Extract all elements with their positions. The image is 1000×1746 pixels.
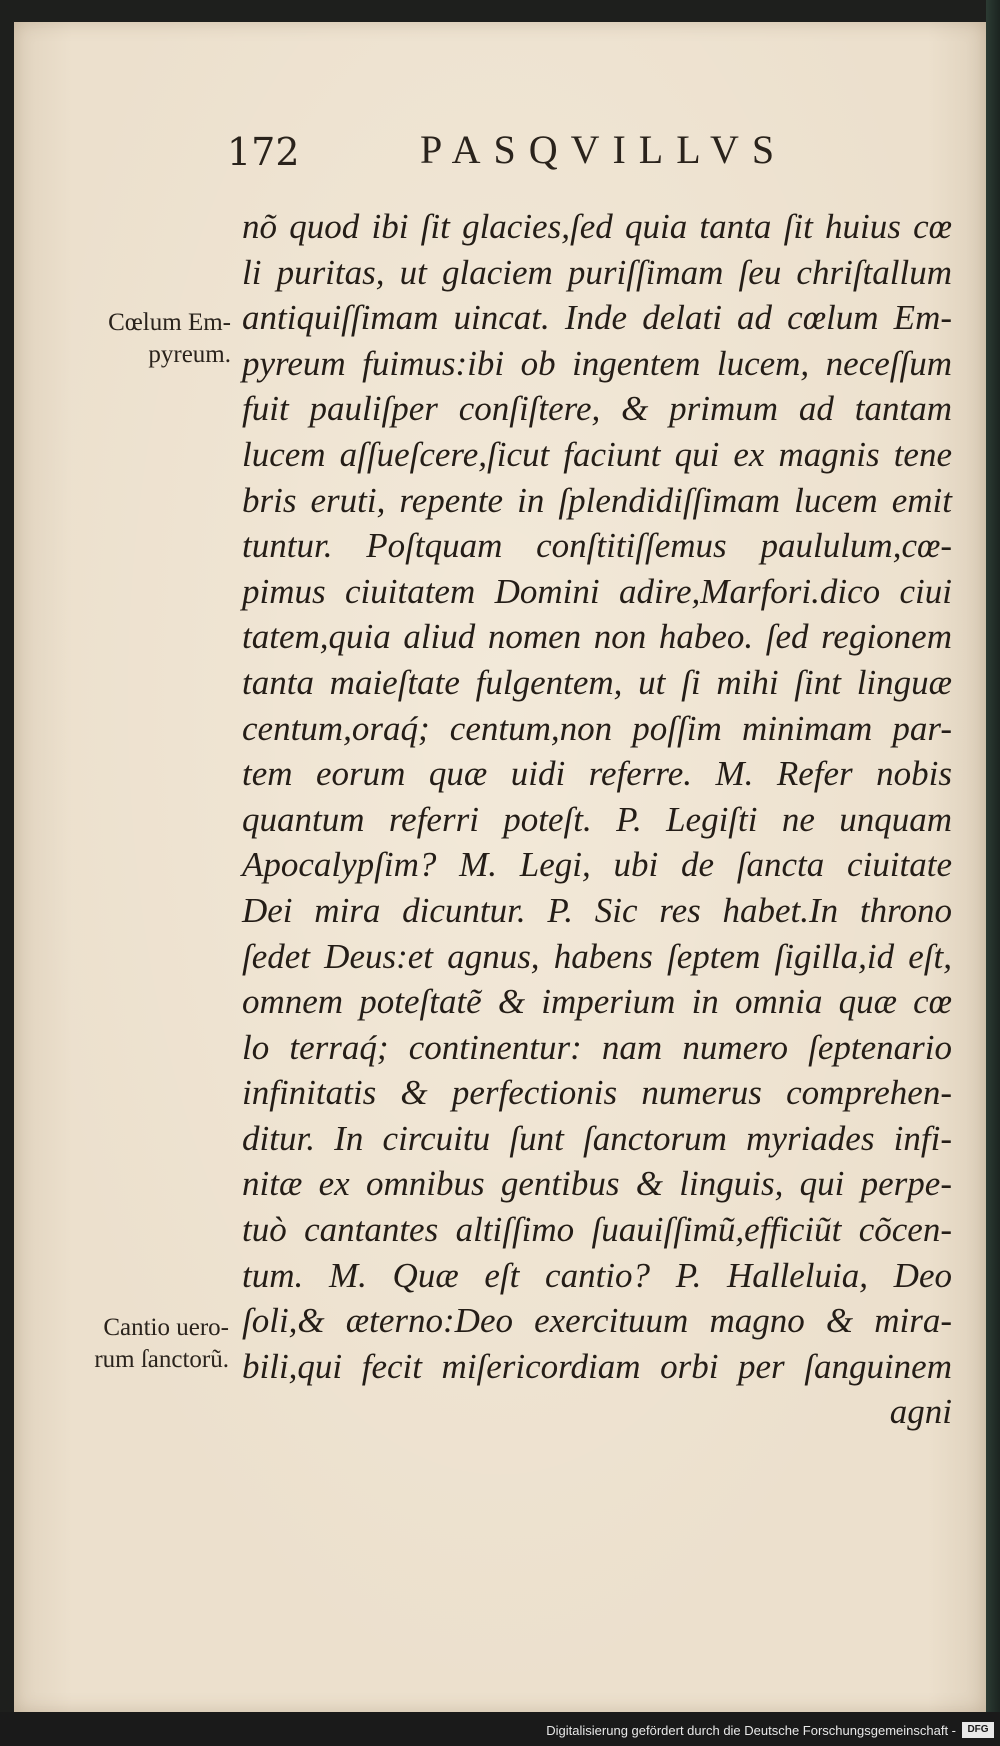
text-line: li puritas, ut glaciem puriſſimam ſeu chriſtallum — [242, 252, 952, 292]
marginal-note-line: rum ſanctorũ. — [94, 1346, 229, 1373]
marginal-note-coelum — [56, 307, 231, 371]
catchword: agni — [889, 1392, 952, 1432]
text-line: tanta maieſtate fulgentem, ut ſi mihi ſint linguæ — [242, 662, 952, 702]
text-line: bris eruti, repente in ſplendidiſſimam lucem emit — [242, 480, 952, 520]
text-line: antiquiſſimam uincat. Inde delati ad cœlum Em- — [242, 298, 952, 338]
book-page — [14, 22, 986, 1712]
text-line: Dei mira dicuntur. P. Sic res habet.In throno — [242, 890, 952, 930]
page-header — [227, 122, 827, 182]
running-head: PASQVILLVS — [420, 127, 788, 172]
text-line: tatem,quia aliud nomen non habeo. ſed regionem — [242, 617, 952, 657]
text-line: fuit pauliſper conſiſtere, & primum ad tantam — [242, 389, 952, 429]
text-line: omnem poteſtatẽ & imperium in omnia quæ cœ — [242, 982, 952, 1022]
scan-background-edge — [986, 0, 1000, 1746]
text-line: tuntur. Poſtquam conſtitiſſemus paululum,cœ- — [242, 526, 952, 566]
text-line: tem eorum quæ uidi referre. M. Refer nobis — [242, 754, 952, 794]
dfg-logo: DFG — [962, 1722, 994, 1738]
marginal-note-line: Cantio uero- — [103, 1314, 229, 1341]
page-number: 172 — [227, 130, 300, 174]
marginal-note-line: pyreum. — [148, 341, 231, 368]
marginal-note-line: Cœlum Em- — [108, 309, 231, 336]
text-line: pyreum fuimus:ibi ob ingentem lucem, neceſſum — [242, 343, 952, 383]
marginal-note-cantio — [44, 1312, 229, 1376]
text-line: infinitatis & perfectionis numerus comprehen- — [242, 1073, 952, 1113]
text-line: quantum referri poteſt. P. Legiſti ne unquam — [242, 799, 952, 839]
text-line: ſedet Deus:et agnus, habens ſeptem ſigilla,id eſt, — [242, 936, 952, 976]
text-line: nõ quod ibi ſit glacies,ſed quia tanta ſit huius cœ — [242, 207, 952, 246]
text-line: Apocalypſim? M. Legi, ubi de ſancta ciuitate — [242, 845, 952, 885]
text-line: tum. M. Quæ eſt cantio? P. Halleluia, Deo — [242, 1255, 952, 1295]
text-line: ditur. In circuitu ſunt ſanctorum myriades infi- — [242, 1118, 952, 1158]
text-line: ſoli,& æterno:Deo exercituum magno & mira- — [242, 1301, 952, 1341]
text-line: nitæ ex omnibus gentibus & linguis, qui perpe- — [242, 1164, 952, 1204]
text-line: bili,qui fecit miſericordiam orbi per ſanguinem — [242, 1346, 952, 1386]
text-line: pimus ciuitatem Domini adire,Marfori.dico ciui — [242, 571, 952, 611]
text-line: lucem aſſueſcere,ſicut faciunt qui ex magnis tene — [242, 434, 952, 474]
text-line: lo terraq́; continentur: nam numero ſeptenario — [242, 1027, 952, 1067]
digitization-credit: Digitalisierung gefördert durch die Deutsche Forschungsgemeinschaft - — [546, 1723, 956, 1738]
text-line: centum,oraq́; centum,non poſſim minimam par- — [242, 708, 952, 748]
body-text — [242, 204, 952, 1435]
footer-bar — [0, 1712, 1000, 1746]
text-line: tuò cantantes altiſſimo ſuauiſſimũ,efficiũt cõcen- — [242, 1210, 952, 1250]
